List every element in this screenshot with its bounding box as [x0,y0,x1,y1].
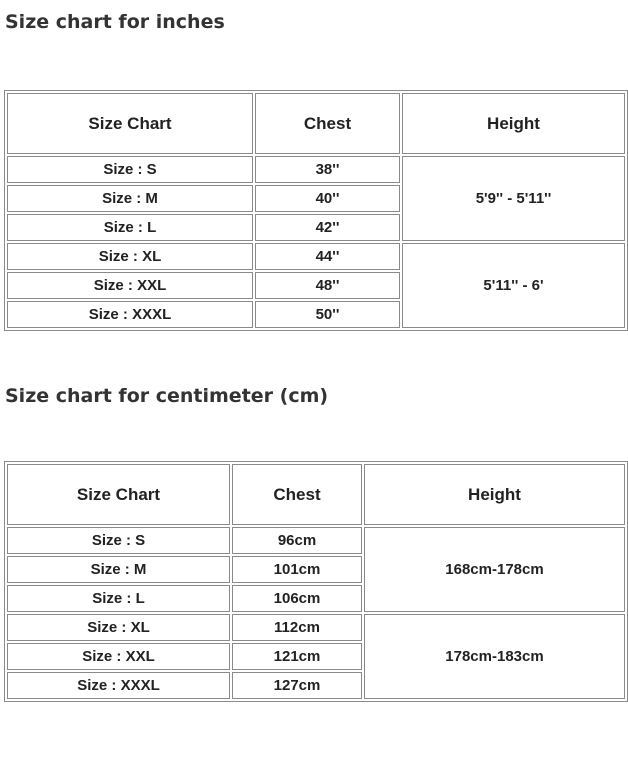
chest-cell: 101cm [232,556,362,583]
chest-cell: 127cm [232,672,362,699]
size-cell: Size : M [7,556,230,583]
chest-cell: 112cm [232,614,362,641]
centimeter-section-title: Size chart for centimeter (cm) [5,385,329,407]
size-cell: Size : XL [7,614,230,641]
size-cell: Size : XXXL [7,672,230,699]
table-header-row [7,464,625,525]
inches-size-table [4,90,628,331]
height-cell: 178cm-183cm [364,614,625,699]
chest-cell: 40'' [255,185,400,212]
inches-section-title: Size chart for inches [5,11,225,33]
header-chest: Chest [255,93,400,154]
chest-cell: 44'' [255,243,400,270]
size-cell: Size : L [7,214,253,241]
table-row [7,156,625,183]
chest-cell: 48'' [255,272,400,299]
height-cell: 5'9'' - 5'11'' [402,156,625,241]
size-cell: Size : S [7,156,253,183]
size-cell: Size : XXL [7,643,230,670]
table-row [7,527,625,554]
header-height: Height [402,93,625,154]
header-size-chart: Size Chart [7,93,253,154]
size-cell: Size : XXXL [7,301,253,328]
size-cell: Size : XXL [7,272,253,299]
table-row [7,614,625,641]
table-header-row [7,93,625,154]
header-size-chart: Size Chart [7,464,230,525]
size-cell: Size : S [7,527,230,554]
chest-cell: 42'' [255,214,400,241]
size-cell: Size : M [7,185,253,212]
chest-cell: 50'' [255,301,400,328]
chest-cell: 106cm [232,585,362,612]
chest-cell: 38'' [255,156,400,183]
header-height: Height [364,464,625,525]
chest-cell: 96cm [232,527,362,554]
header-chest: Chest [232,464,362,525]
height-cell: 5'11'' - 6' [402,243,625,328]
height-cell: 168cm-178cm [364,527,625,612]
table-row [7,243,625,270]
size-cell: Size : L [7,585,230,612]
centimeter-size-table [4,461,628,702]
size-cell: Size : XL [7,243,253,270]
chest-cell: 121cm [232,643,362,670]
